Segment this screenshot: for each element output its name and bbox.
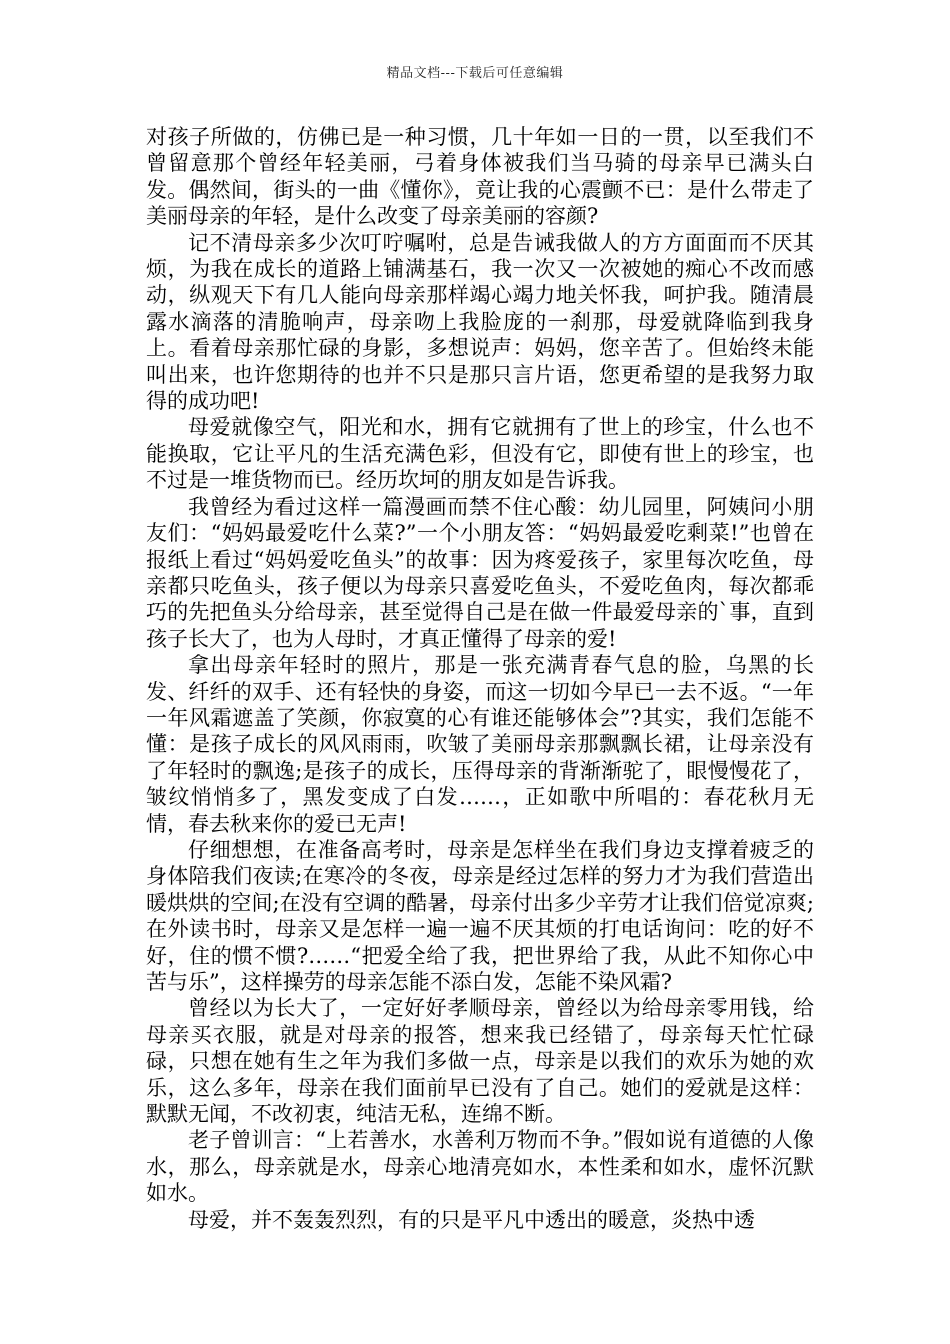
article-body [146, 124, 814, 1233]
paragraph-4: 我曾经为看过这样一篇漫画而禁不住心酸：幼儿园里，阿姨问小朋友们：“妈妈最爱吃什么菜?”一个小朋友答：“妈妈最爱吃剩菜!”也曾在报纸上看过“妈妈爱吃鱼头”的故事：因为疼爱孩子，家里每次吃鱼，母亲都只吃鱼头，孩子便以为母亲只喜爱吃鱼头，不爱吃鱼肉，每次都乖巧的先把鱼头分给母亲，甚至觉得自己是在做一件最爱母亲的`事，直到孩子长大了，也为人母时，才真正懂得了母亲的爱! [146, 494, 814, 651]
paragraph-8: 老子曾训言：“上若善水，水善利万物而不争。”假如说有道德的人像水，那么，母亲就是水，母亲心地清亮如水，本性柔和如水，虚怀沉默如水。 [146, 1128, 814, 1206]
paragraph-3: 母爱就像空气，阳光和水，拥有它就拥有了世上的珍宝，什么也不能换取，它让平凡的生活充满色彩，但没有它，即使有世上的珍宝，也不过是一堆货物而已。经历坎坷的朋友如是告诉我。 [146, 415, 814, 493]
paragraph-2: 记不清母亲多少次叮咛嘱咐，总是告诫我做人的方方面面而不厌其烦，为我在成长的道路上铺满基石，我一次又一次被她的痴心不改而感动，纵观天下有几人能向母亲那样竭心竭力地关怀我，呵护我。随清晨露水滴落的清脆响声，母亲吻上我脸庞的一刹那，母爱就降临到我身上。看着母亲那忙碌的身影，多想说声：妈妈，您辛苦了。但始终未能叫出来，也许您期待的也并不只是那只言片语，您更希望的是我努力取得的成功吧! [146, 230, 814, 414]
paragraph-9: 母爱，并不轰轰烈烈，有的只是平凡中透出的暖意，炎热中透 [188, 1207, 755, 1232]
page-header: 精品文档---下载后可任意编辑 [386, 66, 564, 81]
paragraph-6: 仔细想想，在准备高考时，母亲是怎样坐在我们身边支撑着疲乏的身体陪我们夜读;在寒冷的冬夜，母亲是经过怎样的努力才为我们营造出暖烘烘的空间;在没有空调的酷暑，母亲付出多少辛劳才让我们倍觉凉爽;在外读书时，母亲又是怎样一遍一遍不厌其烦的打电话询问：吃的好不好，住的惯不惯?……“把爱全给了我，把世界给了我，从此不知你心中苦与乐”，这样操劳的母亲怎能不添白发，怎能不染风霜? [146, 837, 814, 994]
paragraph-5: 拿出母亲年轻时的照片，那是一张充满青春气息的脸，乌黑的长发、纤纤的双手、还有轻快的身姿，而这一切如今早已一去不返。“一年一年风霜遮盖了笑颜，你寂寞的心有谁还能够体会”?其实，我们怎能不懂：是孩子成长的风风雨雨，吹皱了美丽母亲那飘飘长裙，让母亲没有了年轻时的飘逸;是孩子的成长，压得母亲的背渐渐驼了，眼慢慢花了，皱纹悄悄多了，黑发变成了白发……，正如歌中所唱的：春花秋月无情，春去秋来你的爱已无声! [146, 653, 814, 836]
paragraph-7: 曾经以为长大了，一定好好孝顺母亲，曾经以为给母亲零用钱，给母亲买衣服，就是对母亲的报答，想来我已经错了，母亲每天忙忙碌碌，只想在她有生之年为我们多做一点，母亲是以我们的欢乐为她的欢乐，这么多年，母亲在我们面前早已没有了自己。她们的爱就是这样：默默无闻，不改初衷，纯洁无私，连绵不断。 [146, 996, 814, 1127]
paragraph-1: 对孩子所做的，仿佛已是一种习惯，几十年如一日的一贯，以至我们不曾留意那个曾经年轻美丽，弓着身体被我们当马骑的母亲早已满头白发。偶然间，街头的一曲《懂你》，竟让我的心震颤不已：是什么带走了美丽母亲的年轻，是什么改变了母亲美丽的容颜? [146, 125, 814, 229]
